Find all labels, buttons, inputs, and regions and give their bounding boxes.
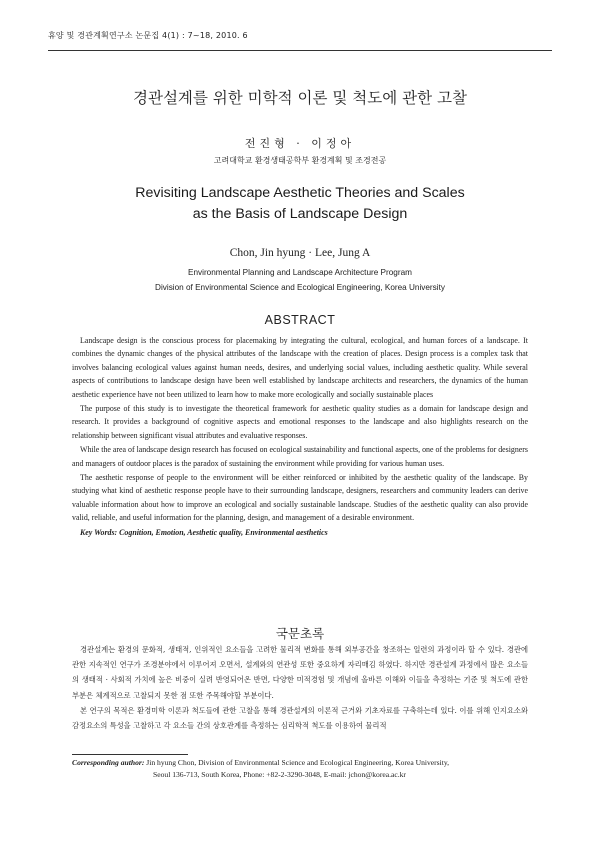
abstract-body bbox=[72, 334, 528, 540]
abstract-paragraph: The purpose of this study is to investigate the theoretical framework for aesthetic quality studies as a domain for landscape design and research. It provides a background of cognitive aspects and emotional responses to the landscape and also highlights research on the relationship between significant visual attributes and evaluative responses. bbox=[72, 404, 528, 440]
abstract-heading: ABSTRACT bbox=[264, 313, 336, 327]
korean-authors: 전진형 · 이정아 bbox=[244, 137, 356, 150]
english-title-line-2: as the Basis of Landscape Design bbox=[192, 206, 408, 222]
english-title bbox=[0, 183, 600, 225]
affiliation-line-2: Division of Environmental Science and Ecological Engineering, Korea University bbox=[155, 282, 445, 292]
running-head: 휴양 및 경관계획연구소 논문집 4(1) : 7~18, 2010. 6 bbox=[48, 31, 248, 40]
english-title-line-1: Revisiting Landscape Aesthetic Theories and Scales bbox=[135, 185, 465, 201]
corresponding-author-line-2: Seoul 136-713, South Korea, Phone: +82-2-3290-3048, E-mail: jchon@korea.ac.kr bbox=[153, 770, 406, 779]
korean-abstract-paragraph: 경관설계는 환경의 문화적, 생태적, 인위적인 요소들을 고려한 물리적 변화를 통해 외부공간을 창조하는 일련의 과정이라 할 수 있다. 경관에 관한 지속적인 연구가 조경분야에서 이루어져 오면서, 설계와의 연관성 또한 중요하게 자리매김 하였다. 하지만 경관설계 과정에서 많은 요소들의 생태적 · 사회적 가치에 높은 비중이 실려 반영되어온 반면, 다양한 미적경험 및 개념에 올바른 이해와 이들을 측정하는 기준 및 척도에 관한 부분은 체계적으로 고찰되지 못한 점 또한 주목해야할 부분이다. bbox=[72, 645, 528, 700]
abstract-paragraph: The aesthetic response of people to the environment will be either reinforced or inhibited by the aesthetic quality of the landscape. By studying what kind of aesthetic response people have to their surrounding landscape, designers, researchers and community leaders can derive valuable information about how to improve an ecological and socially sustainable landscape. Studies of the aesthetic quality can also provide valid, reliable, and useful information for the planning, design, and management of a desirable environment. bbox=[72, 473, 528, 523]
english-authors: Chon, Jin hyung · Lee, Jung A bbox=[229, 247, 371, 259]
english-affiliation bbox=[0, 266, 600, 295]
korean-title: 경관설계를 위한 미학적 이론 및 척도에 관한 고찰 bbox=[133, 89, 467, 107]
header-rule bbox=[48, 50, 552, 51]
corresponding-author-label: Corresponding author: bbox=[72, 758, 145, 767]
corresponding-author-line-1: Jin hyung Chon, Division of Environmental Science and Ecological Engineering, Korea University, bbox=[146, 758, 450, 767]
korean-abstract-heading: 국문초록 bbox=[275, 626, 325, 641]
affiliation-line-1: Environmental Planning and Landscape Architecture Program bbox=[188, 268, 412, 277]
keywords: Key Words: Cognition, Emotion, Aesthetic quality, Environmental aesthetics bbox=[80, 527, 328, 537]
abstract-paragraph: Landscape design is the conscious process for placemaking by integrating the cultural, ecological, and human forces of a landscape. It combines the dynamic changes of the physical attributes of the landscape with the creation of places. Design process is a complex task that involves balancing ecological values against human needs, desires, and underlying social values, including aesthetic quality. While several aspects of contributions to landscape design have been well established by landscape architects and researchers, the dynamics of the human aesthetic experience have not been utilized to learn how to make more ecologically and socially sustainable places bbox=[72, 336, 528, 399]
korean-abstract-paragraph: 본 연구의 목적은 환경미학 이론과 척도들에 관한 고찰을 통해 경관설계의 이론적 근거와 기초자료를 구축하는데 있다. 이를 위해 인지요소와 감정요소의 특성을 고찰하고 각 요소들 간의 상호관계를 측정하는 심리학적 척도를 이용하여 물리적 bbox=[72, 705, 528, 731]
korean-affiliation: 고려대학교 환경생태공학부 환경계획 및 조경전공 bbox=[213, 156, 387, 165]
abstract-paragraph: While the area of landscape design research has focused on ecological sustainability and functional aspects, one of the problems for designers and managers of outdoor places is the paradox of sustaining the environment while providing for various human uses. bbox=[72, 445, 528, 468]
korean-abstract-body bbox=[72, 642, 528, 733]
footnote-rule bbox=[72, 754, 188, 755]
corresponding-author-footnote bbox=[72, 757, 528, 781]
